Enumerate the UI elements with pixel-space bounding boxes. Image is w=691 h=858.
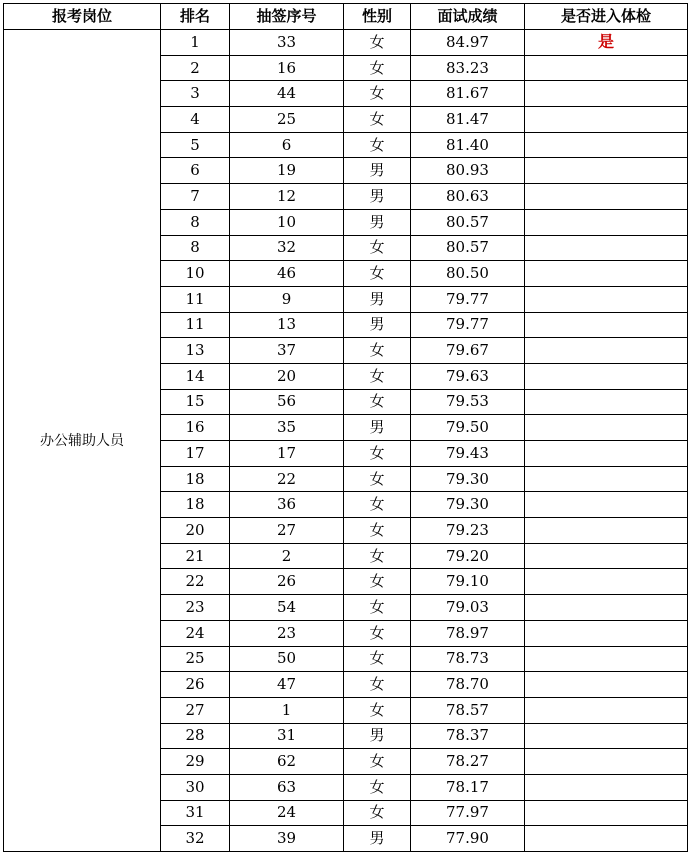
header-gender: 性别 [344, 4, 411, 30]
cell-physical-exam [525, 569, 688, 595]
cell-rank: 27 [161, 697, 230, 723]
cell-interview-score: 79.30 [411, 466, 525, 492]
cell-draw-number: 36 [230, 492, 344, 518]
cell-physical-exam: 是 [525, 30, 688, 56]
header-rank: 排名 [161, 4, 230, 30]
cell-interview-score: 78.70 [411, 672, 525, 698]
cell-physical-exam [525, 697, 688, 723]
cell-rank: 18 [161, 466, 230, 492]
cell-rank: 7 [161, 184, 230, 210]
header-draw-number: 抽签序号 [230, 4, 344, 30]
cell-physical-exam [525, 389, 688, 415]
cell-draw-number: 13 [230, 312, 344, 338]
cell-physical-exam [525, 184, 688, 210]
cell-physical-exam [525, 543, 688, 569]
cell-gender: 男 [344, 312, 411, 338]
cell-rank: 25 [161, 646, 230, 672]
cell-draw-number: 33 [230, 30, 344, 56]
cell-gender: 男 [344, 723, 411, 749]
cell-physical-exam [525, 235, 688, 261]
cell-interview-score: 78.37 [411, 723, 525, 749]
cell-physical-exam [525, 132, 688, 158]
cell-draw-number: 2 [230, 543, 344, 569]
cell-gender: 女 [344, 749, 411, 775]
cell-gender: 女 [344, 492, 411, 518]
cell-draw-number: 46 [230, 261, 344, 287]
cell-gender: 女 [344, 697, 411, 723]
cell-interview-score: 79.43 [411, 441, 525, 467]
cell-gender: 女 [344, 235, 411, 261]
cell-draw-number: 54 [230, 595, 344, 621]
cell-physical-exam [525, 158, 688, 184]
cell-rank: 20 [161, 518, 230, 544]
cell-rank: 4 [161, 107, 230, 133]
cell-rank: 5 [161, 132, 230, 158]
cell-rank: 8 [161, 235, 230, 261]
cell-draw-number: 12 [230, 184, 344, 210]
cell-interview-score: 78.17 [411, 774, 525, 800]
cell-physical-exam [525, 363, 688, 389]
cell-interview-score: 78.73 [411, 646, 525, 672]
cell-rank: 14 [161, 363, 230, 389]
cell-draw-number: 37 [230, 338, 344, 364]
cell-interview-score: 79.63 [411, 363, 525, 389]
cell-physical-exam [525, 81, 688, 107]
cell-rank: 30 [161, 774, 230, 800]
cell-rank: 24 [161, 620, 230, 646]
cell-rank: 29 [161, 749, 230, 775]
cell-gender: 女 [344, 55, 411, 81]
cell-interview-score: 78.57 [411, 697, 525, 723]
cell-physical-exam [525, 286, 688, 312]
cell-gender: 女 [344, 389, 411, 415]
cell-rank: 11 [161, 312, 230, 338]
cell-interview-score: 77.97 [411, 800, 525, 826]
cell-interview-score: 79.30 [411, 492, 525, 518]
table-body [4, 30, 688, 852]
cell-gender: 男 [344, 826, 411, 852]
cell-interview-score: 78.97 [411, 620, 525, 646]
cell-gender: 女 [344, 363, 411, 389]
cell-physical-exam [525, 800, 688, 826]
cell-physical-exam [525, 774, 688, 800]
cell-draw-number: 32 [230, 235, 344, 261]
cell-interview-score: 81.47 [411, 107, 525, 133]
cell-draw-number: 1 [230, 697, 344, 723]
cell-interview-score: 80.50 [411, 261, 525, 287]
header-post: 报考岗位 [4, 4, 161, 30]
cell-rank: 13 [161, 338, 230, 364]
cell-rank: 17 [161, 441, 230, 467]
cell-interview-score: 78.27 [411, 749, 525, 775]
cell-rank: 8 [161, 209, 230, 235]
cell-interview-score: 84.97 [411, 30, 525, 56]
cell-interview-score: 83.23 [411, 55, 525, 81]
cell-rank: 18 [161, 492, 230, 518]
cell-physical-exam [525, 209, 688, 235]
cell-draw-number: 47 [230, 672, 344, 698]
cell-gender: 女 [344, 543, 411, 569]
cell-interview-score: 80.57 [411, 209, 525, 235]
cell-draw-number: 24 [230, 800, 344, 826]
cell-draw-number: 22 [230, 466, 344, 492]
cell-gender: 女 [344, 672, 411, 698]
cell-rank: 23 [161, 595, 230, 621]
cell-draw-number: 6 [230, 132, 344, 158]
cell-physical-exam [525, 826, 688, 852]
cell-physical-exam [525, 595, 688, 621]
cell-physical-exam [525, 749, 688, 775]
cell-rank: 11 [161, 286, 230, 312]
cell-interview-score: 79.53 [411, 389, 525, 415]
cell-gender: 女 [344, 261, 411, 287]
results-table [3, 3, 688, 852]
cell-interview-score: 79.20 [411, 543, 525, 569]
cell-gender: 女 [344, 800, 411, 826]
table-row [4, 30, 688, 56]
cell-physical-exam [525, 466, 688, 492]
cell-rank: 26 [161, 672, 230, 698]
cell-gender: 女 [344, 595, 411, 621]
cell-rank: 22 [161, 569, 230, 595]
cell-gender: 男 [344, 209, 411, 235]
cell-rank: 6 [161, 158, 230, 184]
cell-interview-score: 81.40 [411, 132, 525, 158]
cell-physical-exam [525, 107, 688, 133]
cell-physical-exam [525, 518, 688, 544]
cell-draw-number: 35 [230, 415, 344, 441]
cell-draw-number: 23 [230, 620, 344, 646]
cell-draw-number: 16 [230, 55, 344, 81]
cell-rank: 21 [161, 543, 230, 569]
cell-draw-number: 25 [230, 107, 344, 133]
header-physical-exam: 是否进入体检 [525, 4, 688, 30]
cell-gender: 女 [344, 518, 411, 544]
cell-interview-score: 79.23 [411, 518, 525, 544]
cell-gender: 女 [344, 569, 411, 595]
cell-interview-score: 80.93 [411, 158, 525, 184]
cell-interview-score: 79.77 [411, 286, 525, 312]
cell-draw-number: 17 [230, 441, 344, 467]
cell-draw-number: 19 [230, 158, 344, 184]
cell-interview-score: 79.03 [411, 595, 525, 621]
cell-rank: 15 [161, 389, 230, 415]
cell-gender: 女 [344, 646, 411, 672]
cell-draw-number: 20 [230, 363, 344, 389]
cell-physical-exam [525, 441, 688, 467]
cell-draw-number: 39 [230, 826, 344, 852]
cell-rank: 1 [161, 30, 230, 56]
cell-rank: 28 [161, 723, 230, 749]
cell-physical-exam [525, 672, 688, 698]
cell-interview-score: 80.63 [411, 184, 525, 210]
cell-interview-score: 81.67 [411, 81, 525, 107]
cell-gender: 女 [344, 441, 411, 467]
cell-draw-number: 63 [230, 774, 344, 800]
cell-gender: 女 [344, 107, 411, 133]
cell-physical-exam [525, 261, 688, 287]
cell-interview-score: 77.90 [411, 826, 525, 852]
cell-draw-number: 50 [230, 646, 344, 672]
cell-interview-score: 79.10 [411, 569, 525, 595]
cell-gender: 女 [344, 466, 411, 492]
cell-gender: 女 [344, 338, 411, 364]
cell-rank: 10 [161, 261, 230, 287]
cell-rank: 31 [161, 800, 230, 826]
cell-physical-exam [525, 723, 688, 749]
cell-rank: 2 [161, 55, 230, 81]
cell-interview-score: 80.57 [411, 235, 525, 261]
cell-rank: 16 [161, 415, 230, 441]
cell-physical-exam [525, 312, 688, 338]
cell-gender: 女 [344, 620, 411, 646]
cell-rank: 3 [161, 81, 230, 107]
cell-draw-number: 26 [230, 569, 344, 595]
cell-draw-number: 9 [230, 286, 344, 312]
cell-physical-exam [525, 492, 688, 518]
cell-draw-number: 62 [230, 749, 344, 775]
cell-interview-score: 79.77 [411, 312, 525, 338]
cell-gender: 女 [344, 132, 411, 158]
cell-physical-exam [525, 646, 688, 672]
cell-draw-number: 44 [230, 81, 344, 107]
cell-rank: 32 [161, 826, 230, 852]
cell-gender: 男 [344, 415, 411, 441]
cell-draw-number: 27 [230, 518, 344, 544]
cell-physical-exam [525, 55, 688, 81]
header-interview-score: 面试成绩 [411, 4, 525, 30]
cell-gender: 女 [344, 30, 411, 56]
cell-post: 办公辅助人员 [4, 30, 161, 852]
cell-draw-number: 10 [230, 209, 344, 235]
cell-gender: 女 [344, 774, 411, 800]
cell-interview-score: 79.67 [411, 338, 525, 364]
cell-gender: 男 [344, 286, 411, 312]
cell-physical-exam [525, 338, 688, 364]
cell-physical-exam [525, 415, 688, 441]
header-row [4, 4, 688, 30]
cell-physical-exam [525, 620, 688, 646]
cell-draw-number: 31 [230, 723, 344, 749]
cell-gender: 女 [344, 81, 411, 107]
cell-interview-score: 79.50 [411, 415, 525, 441]
cell-gender: 男 [344, 184, 411, 210]
cell-gender: 男 [344, 158, 411, 184]
cell-draw-number: 56 [230, 389, 344, 415]
